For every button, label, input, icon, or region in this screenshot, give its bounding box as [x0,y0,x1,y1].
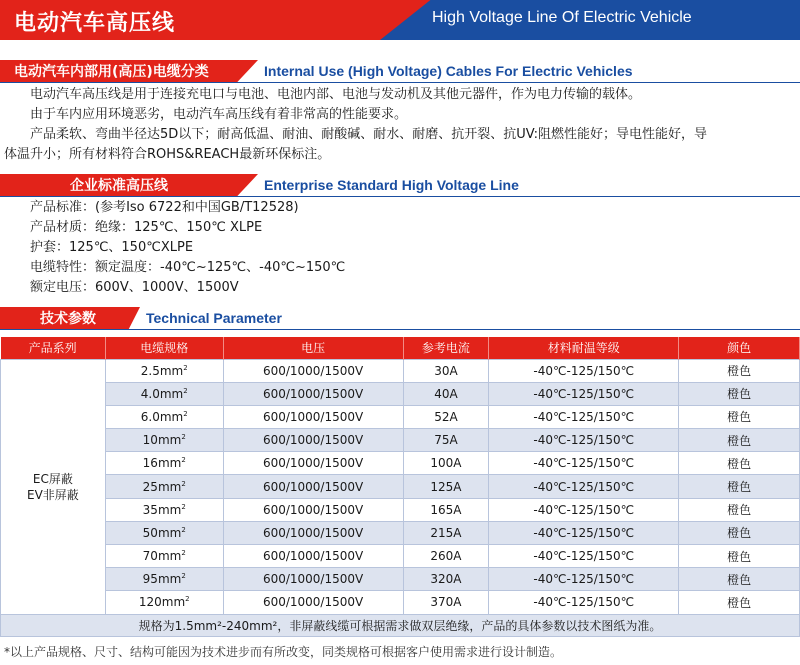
table-row [1,359,800,382]
cell-spec [105,359,223,382]
cell-current [403,568,489,591]
cell-voltage [223,591,403,614]
cell-voltage-text: 600/1000/1500V [262,502,364,517]
cell-temp [489,359,679,382]
header-voltage: 电压 [223,337,403,359]
series-shielded: EC屏蔽 [32,471,73,486]
cell-current-text: 215A [430,525,462,540]
cell-color [679,452,800,475]
cell-color [679,382,800,405]
technical-parameter-table [0,337,800,637]
section-technical-parameter [0,307,800,329]
series-unshielded: EV非屏蔽 [27,487,79,502]
cell-temp-text: -40℃-125/150℃ [533,595,635,610]
page-header [0,0,800,40]
cell-temp [489,429,679,452]
cell-temp [489,591,679,614]
cell-voltage-text: 600/1000/1500V [262,363,364,378]
cell-current [403,475,489,498]
spec-material: 产品材质：绝缘：125℃、150℃ XLPE [30,220,263,235]
cell-color-text: 橙色 [727,433,752,448]
cell-spec-text: 10mm [142,433,182,448]
cell-voltage [223,359,403,382]
cell-spec-text: 35mm [142,502,182,517]
spec-unit-superscript: 2 [181,456,186,465]
table-row [1,452,800,475]
cell-color [679,521,800,544]
cell-color-text: 橙色 [727,549,752,564]
spec-unit-superscript: 2 [181,502,186,511]
table-row [1,429,800,452]
cell-temp-text: -40℃-125/150℃ [533,549,635,564]
cell-color [679,498,800,521]
cell-spec [105,382,223,405]
section-title-english: Technical Parameter [146,310,282,326]
cell-color-text: 橙色 [727,503,752,518]
intro-line-2: 由于车内应用环境恶劣，电动汽车高压线有着非常高的性能要求。 [30,107,408,122]
table-header-row [1,337,800,359]
cell-temp [489,568,679,591]
cell-current [403,498,489,521]
cell-current [403,591,489,614]
spec-unit-superscript: 2 [185,595,190,604]
cell-temp-text: -40℃-125/150℃ [533,386,635,401]
cell-voltage [223,568,403,591]
cell-color [679,568,800,591]
table-note-row [1,614,800,636]
cell-color-text: 橙色 [727,480,752,495]
cell-temp-text: -40℃-125/150℃ [533,572,635,587]
cell-temp-text: -40℃-125/150℃ [533,456,635,471]
cell-color [679,475,800,498]
intro-line-4: 体温升小；所有材料符合ROHS&REACH最新环保标注。 [4,147,331,162]
cell-spec-text: 2.5mm [140,363,184,378]
cell-current-text: 40A [434,386,458,401]
cell-spec [105,591,223,614]
cell-temp [489,521,679,544]
section-internal-use [0,60,800,82]
cell-temp-text: -40℃-125/150℃ [533,525,635,540]
cell-temp-text: -40℃-125/150℃ [533,502,635,517]
intro-line-3: 产品柔软、弯曲半径达5D以下；耐高低温、耐油、耐酸碱、耐水、耐磨、抗开裂、抗UV:阻燃性能好；导电性能好，导 [30,127,708,142]
cell-spec [105,405,223,428]
spec-unit-superscript: 2 [181,479,186,488]
cell-spec-text: 70mm [142,549,182,564]
cell-voltage-text: 600/1000/1500V [262,409,364,424]
cell-color-text: 橙色 [727,456,752,471]
cell-spec [105,498,223,521]
cell-spec [105,475,223,498]
cell-color-text: 橙色 [727,410,752,425]
cell-temp [489,545,679,568]
cell-current [403,429,489,452]
cell-color-text: 橙色 [727,572,752,587]
cell-voltage-text: 600/1000/1500V [262,595,364,610]
cell-current [403,452,489,475]
cell-current-text: 75A [434,433,458,448]
cell-current-text: 370A [430,595,462,610]
section-divider [0,196,800,197]
cell-current [403,359,489,382]
cell-color [679,359,800,382]
cell-temp-text: -40℃-125/150℃ [533,433,635,448]
cell-spec-text: 95mm [142,572,182,587]
cell-voltage [223,405,403,428]
cell-voltage-text: 600/1000/1500V [262,525,364,540]
cell-color [679,591,800,614]
header-series: 产品系列 [1,337,106,359]
cell-current-text: 125A [430,479,462,494]
cell-spec-text: 4.0mm [140,386,184,401]
header-current: 参考电流 [403,337,489,359]
cell-spec [105,521,223,544]
header-temp-rating: 材料耐温等级 [489,337,679,359]
header-spec: 电缆规格 [105,337,223,359]
spec-unit-superscript: 2 [181,572,186,581]
cell-voltage [223,382,403,405]
cell-voltage-text: 600/1000/1500V [262,433,364,448]
cell-spec-text: 16mm [142,456,182,471]
section-title: 技术参数 [40,311,96,327]
section-divider [0,329,800,330]
spec-unit-superscript: 2 [181,525,186,534]
cell-voltage-text: 600/1000/1500V [262,386,364,401]
cell-voltage [223,521,403,544]
cell-spec-text: 25mm [142,479,182,494]
cell-temp [489,452,679,475]
cell-temp-text: -40℃-125/150℃ [533,409,635,424]
spec-unit-superscript: 2 [183,386,188,395]
cell-current-text: 52A [434,409,458,424]
cell-temp [489,382,679,405]
cell-voltage [223,475,403,498]
cell-current-text: 165A [430,502,462,517]
table-row [1,382,800,405]
cell-current-text: 320A [430,572,462,587]
header-color: 颜色 [679,337,800,359]
section-divider [0,82,800,83]
spec-unit-superscript: 2 [181,549,186,558]
cell-spec [105,452,223,475]
cell-voltage [223,452,403,475]
cell-temp-text: -40℃-125/150℃ [533,479,635,494]
cell-voltage [223,429,403,452]
cell-current-text: 30A [434,363,458,378]
table-row [1,545,800,568]
cell-color-text: 橙色 [727,364,752,379]
cell-current-text: 100A [430,456,462,471]
spec-temperature: 电缆特性：额定温度：-40℃~125℃、-40℃~150℃ [30,260,346,275]
cell-voltage-text: 600/1000/1500V [262,572,364,587]
cell-spec [105,429,223,452]
cell-color-text: 橙色 [727,526,752,541]
spec-voltage: 额定电压：600V、1000V、1500V [30,280,239,295]
cell-voltage [223,498,403,521]
section-title-english: Enterprise Standard High Voltage Line [264,177,519,193]
cell-current [403,405,489,428]
table-row [1,591,800,614]
table-row [1,498,800,521]
section-title: 电动汽车内部用(高压)电缆分类 [14,64,209,80]
cell-temp-text: -40℃-125/150℃ [533,363,635,378]
table-row [1,475,800,498]
cell-current [403,521,489,544]
section-title-english: Internal Use (High Voltage) Cables For Electric Vehicles [264,63,633,79]
cell-color [679,405,800,428]
spec-unit-superscript: 2 [183,363,188,372]
section-enterprise-standard [0,174,800,196]
footnote: *以上产品规格、尺寸、结构可能因为技术进步而有所改变，同类规格可根据客户使用需求进行设计制造。 [4,645,563,659]
product-series-cell [1,359,106,614]
table-row [1,568,800,591]
cell-current-text: 260A [430,549,462,564]
cell-temp [489,498,679,521]
page-title-english: High Voltage Line Of Electric Vehicle [432,9,692,26]
table-row [1,405,800,428]
cell-spec [105,568,223,591]
cell-spec-text: 120mm [138,595,186,610]
cell-color [679,545,800,568]
cell-voltage-text: 600/1000/1500V [262,456,364,471]
cell-voltage [223,545,403,568]
cell-temp [489,475,679,498]
cell-spec [105,545,223,568]
cell-spec-text: 6.0mm [140,409,184,424]
cell-color-text: 橙色 [727,387,752,402]
spec-standard: 产品标准：(参考Iso 6722和中国GB/T12528) [30,200,299,215]
cell-current [403,545,489,568]
cell-color [679,429,800,452]
intro-line-1: 电动汽车高压线是用于连接充电口与电池、电池内部、电池与发动机及其他元器件，作为电力传输的载体。 [30,87,642,102]
table-row [1,521,800,544]
section-title: 企业标准高压线 [70,178,168,194]
spec-unit-superscript: 2 [183,409,188,418]
cell-current [403,382,489,405]
page-title: 电动汽车高压线 [14,11,176,36]
cell-voltage-text: 600/1000/1500V [262,549,364,564]
cell-spec-text: 50mm [142,525,182,540]
spec-unit-superscript: 2 [181,433,186,442]
cell-voltage-text: 600/1000/1500V [262,479,364,494]
cell-color-text: 橙色 [727,595,752,610]
spec-jacket: 护套：125℃、150℃XLPE [30,240,194,255]
cell-temp [489,405,679,428]
table-note: 规格为1.5mm²-240mm²，非屏蔽线缆可根据需求做双层绝缘，产品的具体参数以技术图纸为准。 [1,614,800,636]
